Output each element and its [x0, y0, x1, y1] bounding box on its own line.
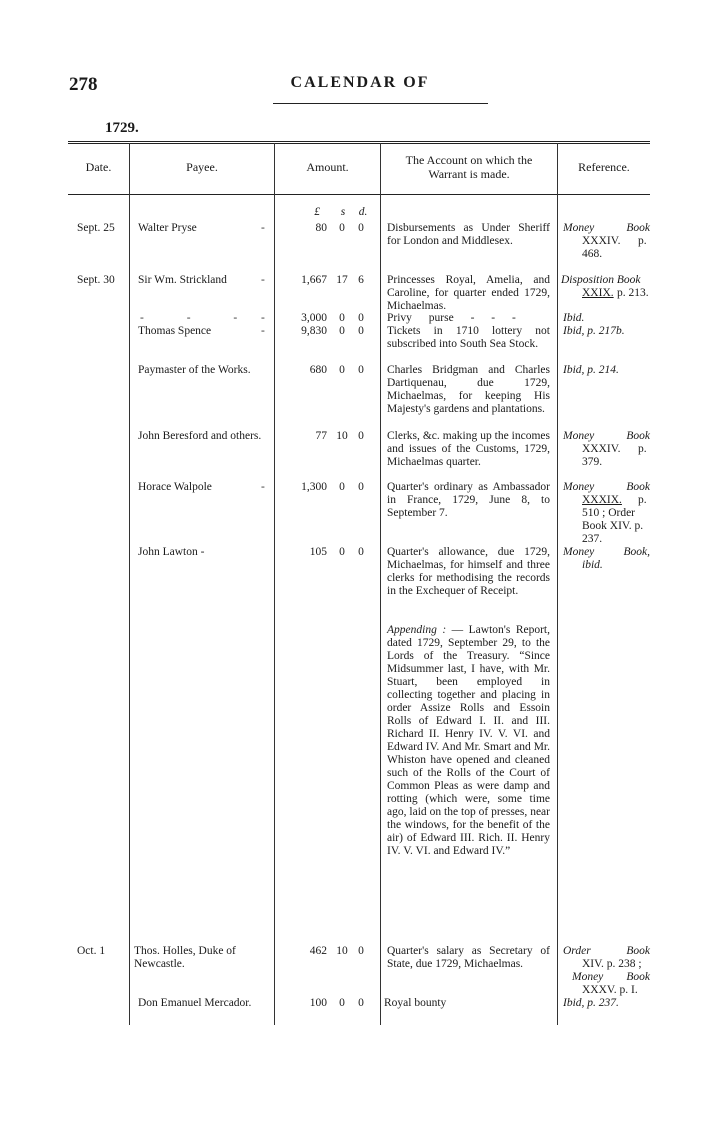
- leader-dash: -: [261, 274, 265, 286]
- amount-shillings: 0: [339, 312, 345, 324]
- row-payee: Sir Wm. Strickland: [138, 274, 227, 286]
- row-date: Sept. 25: [77, 222, 115, 234]
- row-account: Quarter's ordinary as Ambassador in France, 1729, June 8, to September 7.: [387, 481, 550, 519]
- row-reference: p.: [638, 235, 647, 247]
- amount-shillings: 0: [339, 222, 345, 234]
- row-payee: John Lawton -: [138, 546, 205, 558]
- appending-text: — Lawton's Report, dated 1729, September 29, to the Lords of the Treasury. “Since Midsummer last, I have, with Mr. Stuart, been employed in collecting together and placing in order Assize Rolls and Essoin Rolls of Edward I. II. and III. Richard II. Henry IV. V. VI. and Edward IV. And Mr. Smart and Mr. Whiston have opened and cleaned such of the Rolls of the Court of Common Pleas as were damp and rotting (which were, some time ago, laid on the top of presses, near the windows, for the benefit of the air) of Edward III. Rich. II. Henry IV. V. VI. and Edward IV.”: [387, 624, 550, 857]
- amount-pence: 0: [358, 325, 364, 337]
- row-reference: XIV. p. 238 ;: [582, 958, 642, 970]
- table-top-rule-inner: [68, 143, 650, 144]
- amount-pounds: 3,000: [301, 312, 327, 324]
- amount-pence: 0: [358, 364, 364, 376]
- row-payee: Paymaster of the Works.: [138, 364, 251, 376]
- amount-pence: 0: [358, 945, 364, 957]
- leader-dash: -: [261, 481, 265, 493]
- col-header-reference: Reference.: [578, 160, 630, 174]
- amount-pence: 0: [358, 222, 364, 234]
- amount-pence: 6: [358, 274, 364, 286]
- row-date: Oct. 1: [77, 945, 106, 957]
- row-payee: Don Emanuel Mercador.: [138, 997, 252, 1009]
- row-account: Quarter's allowance, due 1729, Michaelmas, for himself and three clerks for methodising the records in the Exchequer of Receipt.: [387, 546, 550, 597]
- table-top-rule: [68, 141, 650, 142]
- table-header-rule: [68, 194, 650, 195]
- amount-shillings: 0: [339, 997, 345, 1009]
- row-payee: Walter Pryse: [138, 222, 197, 234]
- header-rule: [273, 103, 488, 104]
- running-title: CALENDAR OF: [290, 74, 430, 91]
- row-date: Sept. 30: [77, 274, 115, 286]
- row-reference: XXIX.: [582, 287, 614, 299]
- appending-note: [387, 624, 550, 858]
- row-account: Charles Bridgman and Charles Dartiquenau, due 1729, Michaelmas, for keeping His Majesty's gardens and plantations.: [387, 364, 550, 415]
- amount-pence: 0: [358, 997, 364, 1009]
- amount-pounds: 100: [309, 997, 327, 1009]
- amount-pence: 0: [358, 312, 364, 324]
- amount-pounds: 1,667: [301, 274, 327, 286]
- amount-shillings: 10: [336, 945, 348, 957]
- row-account: Royal bounty: [384, 997, 447, 1009]
- column-divider: [380, 143, 381, 1025]
- amount-pence: 0: [358, 546, 364, 558]
- amount-pounds: 77: [315, 430, 327, 442]
- row-reference: Money Book: [563, 222, 650, 234]
- row-reference: Ibid, p. 237.: [563, 997, 619, 1009]
- row-payee: - - -: [140, 312, 258, 324]
- row-reference: Order Book: [563, 945, 650, 957]
- col-header-account: The Account on which the Warrant is made.: [405, 153, 533, 181]
- amount-pounds: 105: [309, 546, 327, 558]
- column-divider: [129, 143, 130, 1025]
- row-payee: John Beresford and others.: [138, 430, 262, 442]
- col-header-amount: Amount.: [306, 160, 349, 174]
- amount-shillings: 17: [336, 274, 348, 286]
- row-reference: Ibid, p. 217b.: [563, 325, 625, 337]
- row-payee: Thomas Spence: [138, 325, 212, 337]
- amount-pence: 0: [358, 430, 364, 442]
- unit-pounds: £: [314, 206, 320, 218]
- row-reference: Money Book: [563, 430, 650, 442]
- amount-pence: 0: [358, 481, 364, 493]
- column-divider: [274, 143, 275, 1025]
- row-reference: ibid.: [582, 559, 603, 571]
- unit-pence: d.: [358, 206, 368, 218]
- amount-pounds: 680: [309, 364, 327, 376]
- amount-pounds: 462: [309, 945, 327, 957]
- unit-shillings: s: [340, 206, 346, 218]
- row-reference: XXXV. p. I.: [582, 984, 638, 996]
- row-reference: p.: [638, 494, 647, 506]
- row-reference: Ibid, p. 214.: [563, 364, 619, 376]
- page-number: 278: [69, 74, 98, 95]
- amount-shillings: 0: [339, 325, 345, 337]
- row-reference: Ibid.: [563, 312, 585, 324]
- amount-shillings: 0: [339, 546, 345, 558]
- leader-dash: -: [261, 222, 265, 234]
- row-payee: Thos. Holles, Duke of Newcastle.: [134, 945, 236, 970]
- row-reference: XXXIV.: [582, 443, 621, 455]
- row-reference: 468.: [582, 248, 603, 260]
- row-reference: p.: [638, 443, 647, 455]
- amount-shillings: 0: [339, 364, 345, 376]
- amount-pounds: 9,830: [301, 325, 327, 337]
- row-reference: p. 213.: [617, 287, 649, 299]
- row-reference: Money Book,: [563, 546, 650, 558]
- row-account: Tickets in 1710 lottery not subscribed into South Sea Stock.: [387, 325, 550, 350]
- col-header-payee: Payee.: [186, 160, 218, 174]
- col-header-date: Date.: [85, 160, 112, 174]
- amount-pounds: 1,300: [301, 481, 327, 493]
- leader-dash: -: [261, 312, 265, 324]
- row-reference: 379.: [582, 456, 603, 468]
- row-account: Clerks, &c. making up the incomes and issues of the Customs, 1729, Michaelmas quarter.: [387, 430, 550, 468]
- row-reference: XXXIV.: [582, 235, 621, 247]
- column-divider: [557, 143, 558, 1025]
- row-reference: XXXIX.: [582, 494, 622, 506]
- row-reference: 510 ; Order Book XIV. p. 237.: [582, 507, 644, 545]
- row-account: Privy purse - - -: [387, 312, 516, 324]
- row-reference: Disposition Book: [561, 274, 641, 286]
- row-payee: Horace Walpole: [138, 481, 212, 493]
- appending-label: Appending :: [387, 624, 447, 636]
- row-account: Quarter's salary as Secretary of State, due 1729, Michaelmas.: [387, 945, 550, 970]
- row-account: Princesses Royal, Amelia, and Caroline, for quarter ended 1729, Michaelmas.: [387, 274, 550, 312]
- year-heading: 1729.: [105, 120, 139, 136]
- leader-dash: -: [261, 325, 265, 337]
- row-reference: Money Book: [563, 481, 650, 493]
- row-reference: Money Book: [572, 971, 650, 983]
- amount-shillings: 10: [336, 430, 348, 442]
- amount-pounds: 80: [315, 222, 327, 234]
- amount-shillings: 0: [339, 481, 345, 493]
- row-account: Disbursements as Under Sheriff for London and Middlesex.: [387, 222, 550, 247]
